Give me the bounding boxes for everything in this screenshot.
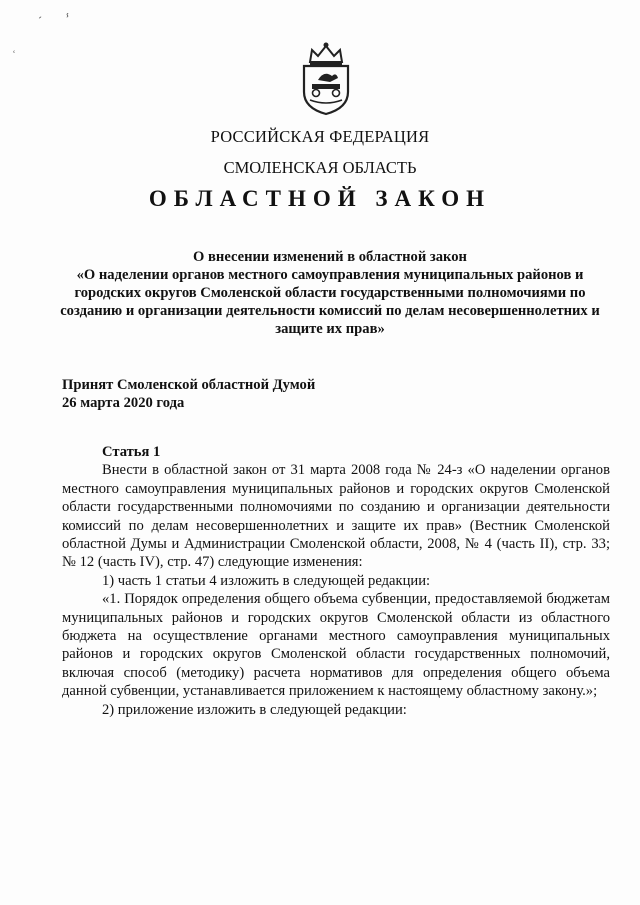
scan-mark: ˊ [38,14,42,28]
article-intro: Внести в областной закон от 31 марта 2008 года № 24-з «О наделении органов местного самоуправления муниципальных районов и городских округов Смоленской области государственными полномочиями по созданию и организации деятельности комиссий по делам несовершеннолетних и защите их прав» (Вестник Смоленской областной Думы и Администрации Смоленской области, 2008, № 4 (часть II), стр. 33; № 12 (часть IV), стр. 47) следующие изменения: [62,462,610,571]
document-type-heading: ОБЛАСТНОЙ ЗАКОН [148,186,492,211]
article-item: 1) часть 1 статьи 4 изложить в следующей редакции: [102,572,431,589]
adoption-block [62,376,315,412]
law-title [60,248,600,338]
adopted-by: Принят Смоленской областной Думой [62,377,316,393]
scan-mark: ʿ [12,48,16,62]
article-quote: «1. Порядок определения общего объема субвенции, предоставляемой бюджетам муниципальных районов и городских округов Смоленской области из областного бюджета на осуществление органами местного самоуправления муниципальных районов и городских округов Смоленской области государственных полномочий, включая способ (методику) расчета нормативов для определения общего объема данной субвенции, устанавливается приложением к настоящему областному закону.»; [62,591,610,700]
adoption-date: 26 марта 2020 года [62,395,185,411]
article-heading: Статья 1 [102,444,161,460]
law-title-quote: «О наделении органов местного самоуправления муниципальных районов и городских округов Смоленской области государственными полномочиями по созданию и организации деятельности комиссий по делам несовершеннолетних и защите их прав» [60,267,600,337]
scan-mark: ⸯ [64,14,71,28]
smolensk-coat-of-arms-icon [296,40,356,116]
region-heading: СМОЛЕНСКАЯ ОБЛАСТЬ [223,158,417,177]
article-item: 2) приложение изложить в следующей редакции: [102,701,407,718]
article-body [62,443,610,719]
country-heading: РОССИЙСКАЯ ФЕДЕРАЦИЯ [210,127,430,146]
law-title-line: О внесении изменений в областной закон [193,249,467,265]
